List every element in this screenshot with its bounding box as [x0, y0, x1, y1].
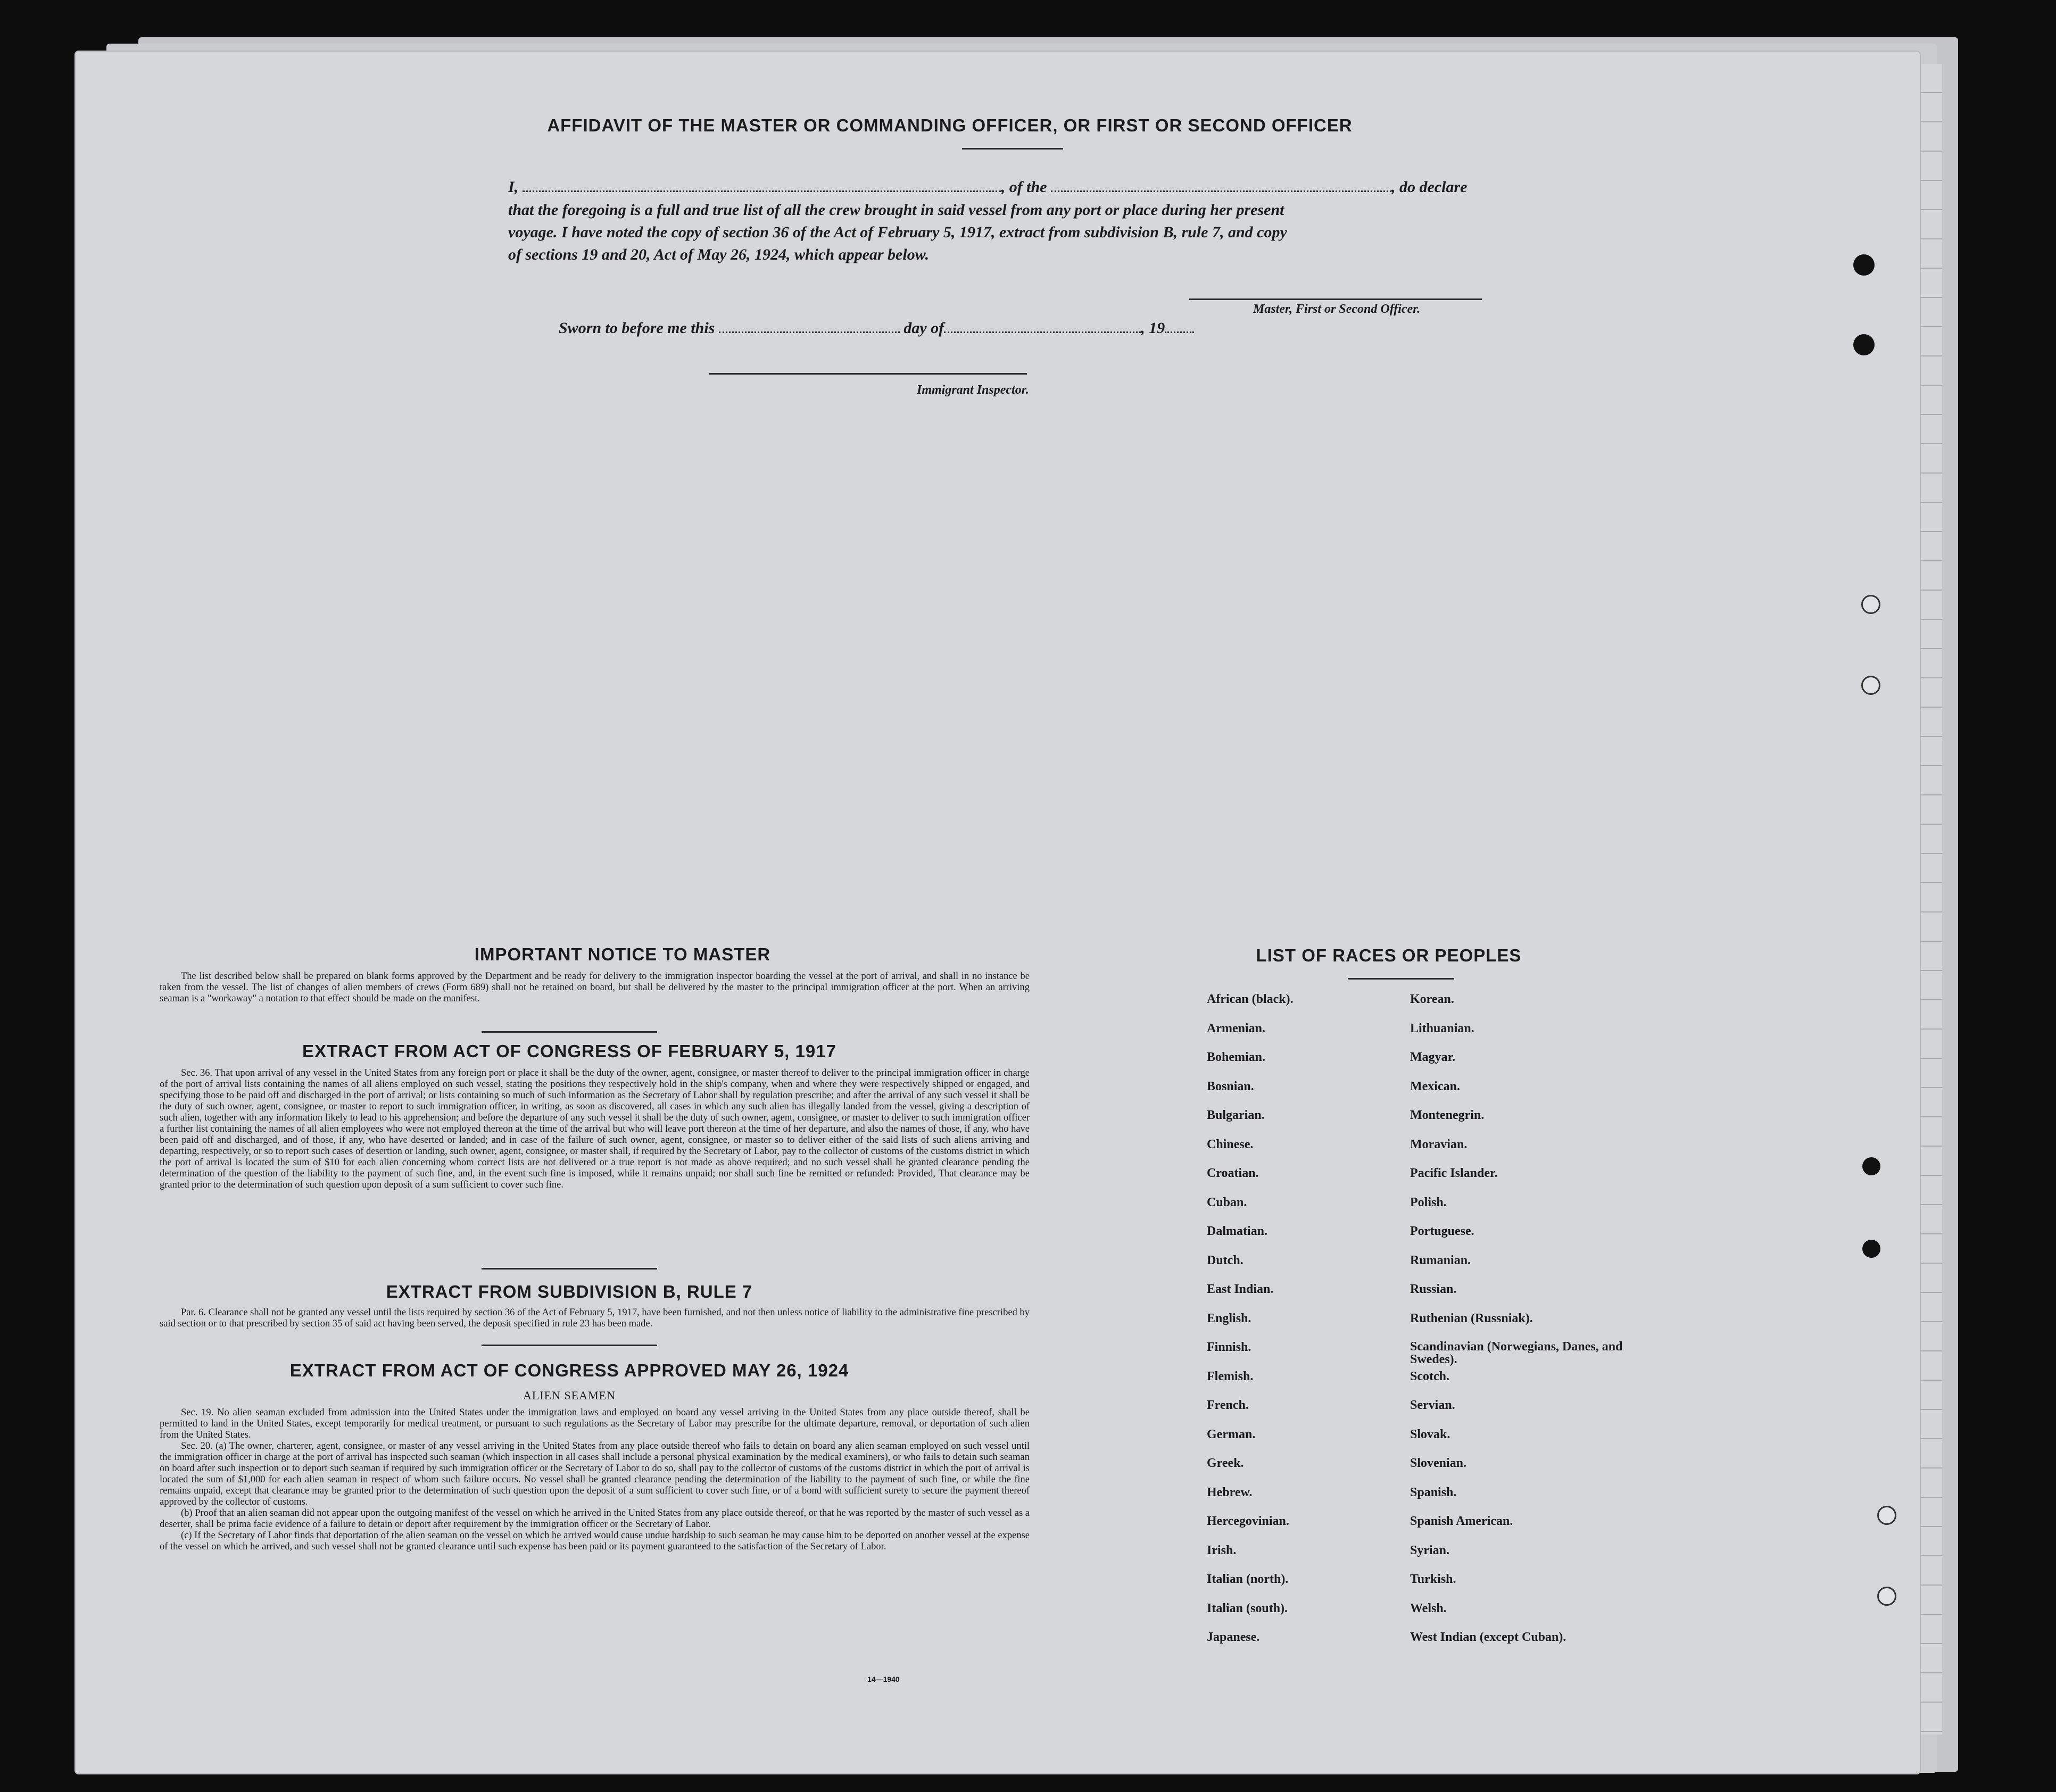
race-item: Servian.: [1410, 1398, 1455, 1412]
race-item: Flemish.: [1207, 1369, 1254, 1383]
race-item: Finnish.: [1207, 1340, 1251, 1354]
races-title: LIST OF RACES OR PEOPLES: [1256, 945, 1522, 965]
day-of-text: day of: [903, 319, 944, 337]
sec-20b-paragraph: (b) Proof that an alien seaman did not appear upon the outgoing manifest of the vessel on which he arrived in the United States from any place outside thereof, or that he was reported by the master of such vessel as a deserter, shall be prima facie evidence of a failure to detain or deport after requirement by the immigration officer or the Secretary of Labor.: [160, 1508, 1030, 1530]
affidavit-title: AFFIDAVIT OF THE MASTER OR COMMANDING OFFICER, OR FIRST OR SECOND OFFICER: [547, 115, 1353, 135]
affidavit-of-the: , of the: [1001, 178, 1047, 196]
name-blank[interactable]: [523, 190, 1001, 192]
race-item: Dutch.: [1207, 1253, 1243, 1267]
race-item: Hercegovinian.: [1207, 1514, 1289, 1528]
race-item: East Indian.: [1207, 1282, 1274, 1296]
race-item: Montenegrin.: [1410, 1108, 1485, 1122]
race-item: Hebrew.: [1207, 1485, 1253, 1499]
binder-hole: [1853, 254, 1875, 276]
race-item: African (black).: [1207, 992, 1294, 1006]
race-item: Rumanian.: [1410, 1253, 1471, 1267]
section-divider: [482, 1268, 657, 1270]
affidavit-i: I,: [508, 178, 519, 196]
race-item: Bohemian.: [1207, 1050, 1266, 1064]
sworn-month-blank[interactable]: [944, 331, 1141, 333]
race-item: Scotch.: [1410, 1369, 1449, 1383]
binder-hole: [1877, 1506, 1896, 1525]
race-item: Dalmatian.: [1207, 1224, 1267, 1238]
race-item: Pacific Islander.: [1410, 1166, 1498, 1180]
sec-20a-paragraph: Sec. 20. (a) The owner, charterer, agent, consignee, or master of any vessel arriving in the United States from any place outside thereof who fails to detain on board any alien seaman employed on such vessel until the immigration officer in charge at the port of arrival has inspected such seaman (which inspection in all cases shall include a personal physical examination by the medical examiners), or who fails to detain such seaman on board after such inspection or to deport such seaman if required by such immigration officer or the Secretary of Labor to do so, shall pay to the collector of customs of the customs district in which the port of arrival is located the sum of $1,000 for each alien seaman in respect of whom such failure occurs. No vessel shall be granted clearance pending the determination of the liability to the payment of such fine, or while the fine remains unpaid, except that clearance may be granted prior to the determination of such question upon the deposit of a sum sufficient to cover such fine, or of a bond with sufficient surety to secure the payment thereof approved by the collector of customs.: [160, 1441, 1030, 1507]
section-divider: [482, 1031, 657, 1033]
race-item: Bosnian.: [1207, 1079, 1254, 1093]
race-item: French.: [1207, 1398, 1249, 1412]
race-item: Slovak.: [1410, 1427, 1450, 1441]
race-item: Bulgarian.: [1207, 1108, 1265, 1122]
form-number: 14—1940: [867, 1675, 900, 1683]
section-divider: [482, 1345, 657, 1346]
race-item: Slovenian.: [1410, 1456, 1467, 1470]
race-item: English.: [1207, 1311, 1251, 1325]
races-divider: [1348, 978, 1454, 980]
binder-hole: [1853, 334, 1875, 355]
extract-1917-text: [160, 1068, 1030, 1191]
race-item: Cuban.: [1207, 1195, 1247, 1209]
race-item: Russian.: [1410, 1282, 1457, 1296]
sworn-day-blank[interactable]: [719, 331, 900, 333]
race-item: German.: [1207, 1427, 1256, 1441]
par-6-paragraph: Par. 6. Clearance shall not be granted any vessel until the lists required by section 36 of the Act of February 5, 1917, have been furnished, and not then unless notice of liability to the administrative fine prescribed by said section or to that prescribed by section 35 of said act having been served, the deposit specified in rule 23 has been made.: [160, 1307, 1030, 1329]
vessel-blank[interactable]: [1051, 190, 1391, 192]
race-item: Japanese.: [1207, 1630, 1260, 1644]
sec-20c-paragraph: (c) If the Secretary of Labor finds that deportation of the alien seaman on the vessel on which he arrived would cause undue hardship to such seaman he may cause him to be deported on another vessel at the expense of the vessel on which he arrived, and such vessel shall not be granted clearance until such expense has been paid or its payment guaranteed to the satisfaction of the Secretary of Labor.: [160, 1530, 1030, 1552]
race-item: Armenian.: [1207, 1021, 1265, 1035]
inspector-signature-line[interactable]: [709, 373, 1027, 375]
binder-hole: [1862, 1157, 1880, 1175]
alien-seamen-subtitle: ALIEN SEAMEN: [523, 1389, 616, 1402]
extract-1924-title: EXTRACT FROM ACT OF CONGRESS APPROVED MAY 26, 1924: [289, 1360, 849, 1380]
race-item: Italian (south).: [1207, 1601, 1288, 1615]
race-item: Lithuanian.: [1410, 1021, 1474, 1035]
race-item: Korean.: [1410, 992, 1454, 1006]
document-page: [74, 51, 1921, 1774]
affidavit-declare: , do declare: [1391, 178, 1468, 196]
race-item: Syrian.: [1410, 1543, 1450, 1557]
sworn-text: Sworn to before me this: [559, 319, 715, 337]
notice-text: [160, 971, 1030, 1005]
sec-36-paragraph: Sec. 36. That upon arrival of any vessel in the United States from any foreign port or place it shall be the duty of the owner, agent, consignee, or master thereof to deliver to the principal immigration officer in charge of the port of arrival lists containing the names of all aliens employed on such vessel, stating the positions they respectively hold in the ship's company, when and where they were respectively shipped or engaged, and specifying those to be paid off and discharged in the port of arrival; or lists containing so much of such information as the Secretary of Labor shall by regulation prescribe; and after the arrival of any such vessel it shall be the duty of such owner, agent, consignee, or master to report to such immigration officer, in writing, as soon as discovered, all cases in which any such alien has illegally landed from the vessel, giving a description of such alien, together with any information likely to lead to his apprehension; and before the departure of any such vessel it shall be the duty of such owner, agent, consignee, or master to deliver to such immigration officer a further list containing the names of all alien employees who were not employed thereon at the time of the arrival but who will leave port thereon at the time of her departure, and also the names of those, if any, who have been paid off and discharged, and of those, if any, who have deserted or landed; and in case of the failure of such owner, agent, consignee, or master so to deliver either of the said lists of such aliens arriving and departing, respectively, or so to report such cases of desertion or landing, such owner, agent, consignee, or master shall, if required by the Secretary of Labor, pay to the collector of customs of the customs district in which the port of arrival is located the sum of $10 for each alien concerning whom correct lists are not delivered or a true report is not made as above required; and no such vessel shall be granted clearance pending the determination of the question of the liability to the payment of such fine, and, in the event such fine is imposed, while it remains unpaid; nor shall such fine be remitted or refunded: Provided, That clearance may be granted prior to the determination of such question upon deposit of a sum sufficient to cover such fine.: [160, 1068, 1030, 1190]
race-item: Spanish American.: [1410, 1514, 1513, 1528]
race-item: Polish.: [1410, 1195, 1447, 1209]
race-item: Greek.: [1207, 1456, 1244, 1470]
title-divider: [962, 148, 1063, 150]
race-item: Scandinavian (Norwegians, Danes, and Swedes).: [1410, 1340, 1623, 1366]
notice-paragraph: The list described below shall be prepared on blank forms approved by the Department and be ready for delivery to the immigration inspector boarding the vessel at the port of arrival, and shall in no instance be taken from the vessel. The list of changes of alien members of crews (Form 689) shall not be retained on board, but shall be delivered by the master to the principal immigration officer at the port. When an arriving seaman is a "workaway" a notation to that effect should be made on the manifest.: [160, 971, 1030, 1004]
sworn-year-blank[interactable]: [1165, 331, 1194, 333]
race-item: Magyar.: [1410, 1050, 1456, 1064]
race-item: Ruthenian (Russniak).: [1410, 1311, 1533, 1325]
race-item: Chinese.: [1207, 1137, 1254, 1151]
sworn-line: [559, 319, 1194, 337]
inspector-label: Immigrant Inspector.: [917, 383, 1029, 397]
race-item: West Indian (except Cuban).: [1410, 1630, 1566, 1644]
notice-title: IMPORTANT NOTICE TO MASTER: [474, 944, 771, 964]
master-signature-line[interactable]: [1189, 298, 1482, 300]
rule7-text: [160, 1307, 1030, 1330]
binder-hole: [1861, 595, 1880, 614]
master-signature-label: Master, First or Second Officer.: [1253, 302, 1421, 316]
affidavit-line-1: [508, 178, 1467, 196]
race-item: Welsh.: [1410, 1601, 1447, 1615]
race-item: Mexican.: [1410, 1079, 1460, 1093]
binder-hole: [1877, 1587, 1896, 1606]
race-item: Portuguese.: [1410, 1224, 1474, 1238]
affidavit-line-4: of sections 19 and 20, Act of May 26, 1924, which appear below.: [508, 246, 930, 263]
race-item: Spanish.: [1410, 1485, 1457, 1499]
race-item: Croatian.: [1207, 1166, 1259, 1180]
extract-1917-title: EXTRACT FROM ACT OF CONGRESS OF FEBRUARY 5, 1917: [302, 1041, 836, 1061]
sec-19-paragraph: Sec. 19. No alien seaman excluded from admission into the United States under the immigration laws and employed on board any vessel arriving in the United States from any place outside thereof, shall be permitted to land in the United States, except temporarily for medical treatment, or pursuant to such regulations as the Secretary of Labor may prescribe for the ultimate departure, removal, or deportation of such alien from the United States.: [160, 1407, 1030, 1440]
binder-hole: [1861, 676, 1880, 695]
affidavit-line-3: voyage. I have noted the copy of section 36 of the Act of February 5, 1917, extract from subdivision B, rule 7, and copy: [508, 223, 1287, 241]
race-item: Turkish.: [1410, 1572, 1456, 1586]
year-text: , 19: [1141, 319, 1165, 337]
extract-1924-text: [160, 1407, 1030, 1553]
race-item: Irish.: [1207, 1543, 1237, 1557]
affidavit-line-2: that the foregoing is a full and true list of all the crew brought in said vessel from any port or place during her present: [508, 201, 1284, 219]
binder-hole: [1862, 1240, 1880, 1258]
rule7-title: EXTRACT FROM SUBDIVISION B, RULE 7: [386, 1282, 753, 1301]
race-item: Italian (north).: [1207, 1572, 1289, 1586]
race-item: Moravian.: [1410, 1137, 1468, 1151]
